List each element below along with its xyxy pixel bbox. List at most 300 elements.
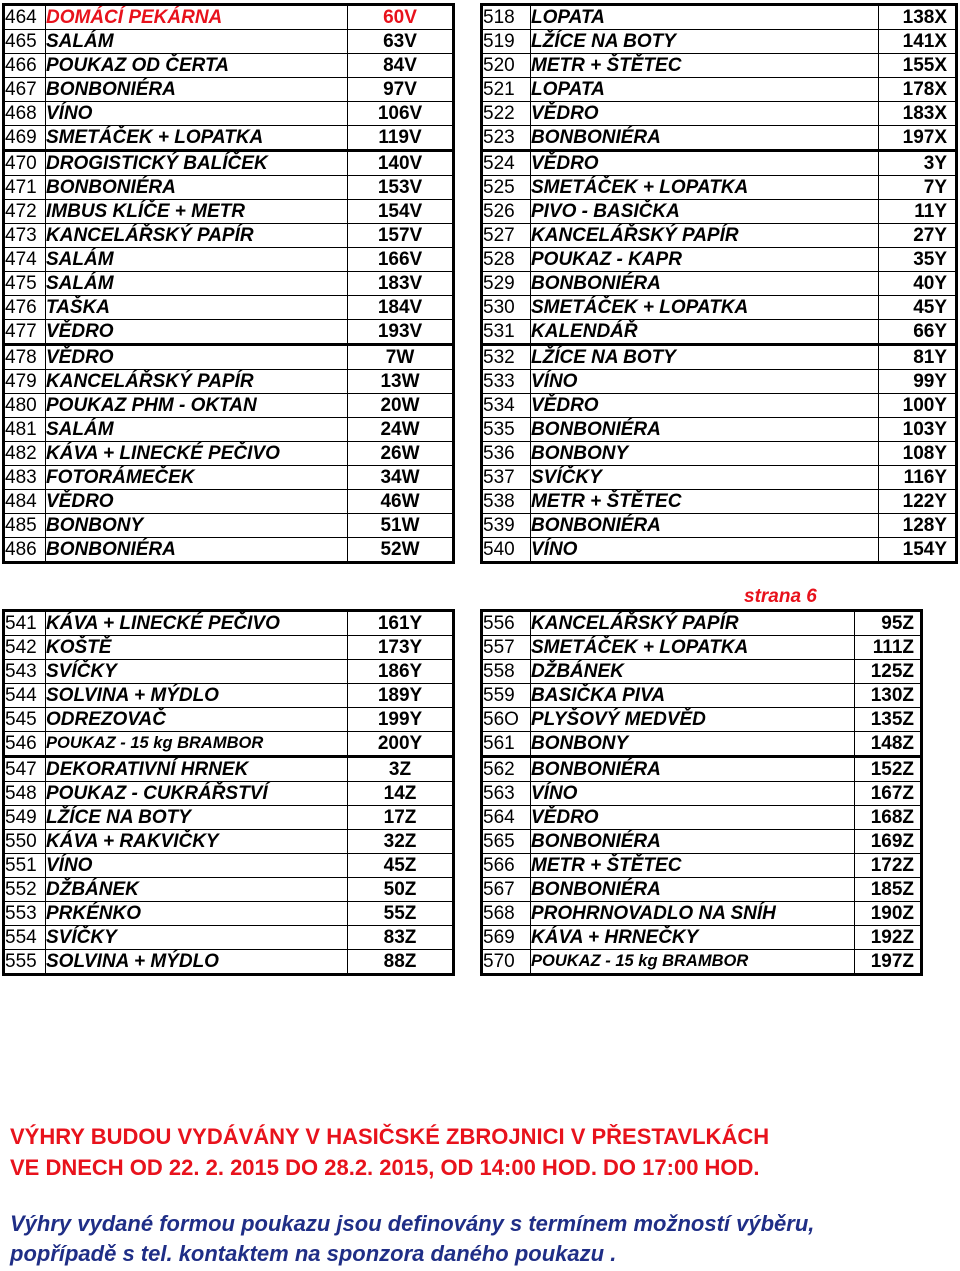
prize-number: 553: [4, 902, 46, 926]
prize-number: 521: [482, 78, 531, 102]
table-row: [4, 126, 454, 151]
prize-name: DŽBÁNEK: [531, 660, 855, 684]
prize-code: 183X: [879, 102, 957, 126]
prize-number: 539: [482, 514, 531, 538]
prize-code: 84V: [348, 54, 454, 78]
prize-number: 538: [482, 490, 531, 514]
prize-name: LŽÍCE NA BOTY: [531, 345, 879, 370]
prize-code: 173Y: [348, 636, 454, 660]
prize-code: 155X: [879, 54, 957, 78]
prize-name: SMETÁČEK + LOPATKA: [531, 296, 879, 320]
table-row: [482, 248, 957, 272]
prize-number: 481: [4, 418, 46, 442]
prize-code: 116Y: [879, 466, 957, 490]
prize-number: 542: [4, 636, 46, 660]
table-row: [482, 490, 957, 514]
table-row: [482, 878, 922, 902]
prize-code: 138X: [879, 5, 957, 30]
prize-name: BONBONIÉRA: [531, 126, 879, 151]
prize-name: METR + ŠTĚTEC: [531, 490, 879, 514]
table-row: [4, 806, 454, 830]
prize-name: KALENDÁŘ: [531, 320, 879, 345]
prize-name: PLYŠOVÝ MEDVĚD: [531, 708, 855, 732]
prize-code: 103Y: [879, 418, 957, 442]
table-row: [4, 538, 454, 563]
prize-number: 485: [4, 514, 46, 538]
prize-number: 566: [482, 854, 531, 878]
prize-number: 549: [4, 806, 46, 830]
prize-code: 40Y: [879, 272, 957, 296]
prize-number: 565: [482, 830, 531, 854]
notice-line-2: VE DNECH OD 22. 2. 2015 DO 28.2. 2015, OD 14:00 HOD. DO 17:00 HOD.: [10, 1155, 760, 1180]
prize-code: 152Z: [855, 757, 922, 782]
table-row: [482, 854, 922, 878]
table-row: [482, 151, 957, 176]
notice-line-3: Výhry vydané formou poukazu jsou definovány s termínem možností výběru,: [10, 1211, 815, 1236]
prize-name: VĚDRO: [46, 345, 348, 370]
prize-number: 464: [4, 5, 46, 30]
prize-number: 529: [482, 272, 531, 296]
prize-name: VĚDRO: [531, 806, 855, 830]
prize-name: VĚDRO: [46, 320, 348, 345]
table-row: [4, 442, 454, 466]
prize-name: SVÍČKY: [46, 926, 348, 950]
table-row: [4, 78, 454, 102]
prize-code: 45Z: [348, 854, 454, 878]
prize-number: 536: [482, 442, 531, 466]
table-row: [4, 708, 454, 732]
prize-number: 484: [4, 490, 46, 514]
table-row: [482, 660, 922, 684]
prize-name: DEKORATIVNÍ HRNEK: [46, 757, 348, 782]
table-row: [4, 370, 454, 394]
prize-name: KÁVA + LINECKÉ PEČIVO: [46, 442, 348, 466]
prize-number: 551: [4, 854, 46, 878]
prize-number: 544: [4, 684, 46, 708]
prize-name: BASIČKA PIVA: [531, 684, 855, 708]
table-row: [4, 54, 454, 78]
prize-number: 550: [4, 830, 46, 854]
prize-name: SALÁM: [46, 248, 348, 272]
prize-name: SMETÁČEK + LOPATKA: [531, 636, 855, 660]
prize-number: 519: [482, 30, 531, 54]
prize-name: KOŠTĚ: [46, 636, 348, 660]
prize-name: BONBONIÉRA: [531, 272, 879, 296]
prize-code: 183V: [348, 272, 454, 296]
prize-name: DŽBÁNEK: [46, 878, 348, 902]
prize-code: 55Z: [348, 902, 454, 926]
table-row: [4, 394, 454, 418]
table-row: [4, 176, 454, 200]
prize-code: 111Z: [855, 636, 922, 660]
prize-number: 472: [4, 200, 46, 224]
prize-code: 7W: [348, 345, 454, 370]
table-row: [482, 296, 957, 320]
prize-number: 522: [482, 102, 531, 126]
prize-code: 135Z: [855, 708, 922, 732]
table-row: [4, 151, 454, 176]
table-row: [4, 5, 454, 30]
prize-number: 557: [482, 636, 531, 660]
prize-number: 564: [482, 806, 531, 830]
prize-code: 167Z: [855, 782, 922, 806]
prize-code: 140V: [348, 151, 454, 176]
prize-name: KÁVA + HRNEČKY: [531, 926, 855, 950]
table-row: [482, 78, 957, 102]
prize-code: 154V: [348, 200, 454, 224]
prize-code: 186Y: [348, 660, 454, 684]
prize-code: 88Z: [348, 950, 454, 975]
prize-code: 24W: [348, 418, 454, 442]
prize-code: 45Y: [879, 296, 957, 320]
table-row: [4, 732, 454, 757]
prize-code: 14Z: [348, 782, 454, 806]
prize-code: 172Z: [855, 854, 922, 878]
prize-name: POUKAZ - KAPR: [531, 248, 879, 272]
prize-code: 7Y: [879, 176, 957, 200]
prize-name: KANCELÁŘSKÝ PAPÍR: [531, 611, 855, 636]
prize-name: SOLVINA + MÝDLO: [46, 684, 348, 708]
prize-code: 169Z: [855, 830, 922, 854]
prize-number: 567: [482, 878, 531, 902]
prize-code: 184V: [348, 296, 454, 320]
prize-number: 528: [482, 248, 531, 272]
prize-number: 469: [4, 126, 46, 151]
prize-code: 60V: [348, 5, 454, 30]
prize-code: 99Y: [879, 370, 957, 394]
table-row: [4, 296, 454, 320]
prize-number: 534: [482, 394, 531, 418]
table-row: [482, 126, 957, 151]
table-row: [4, 224, 454, 248]
prize-number: 541: [4, 611, 46, 636]
table-row: [482, 538, 957, 563]
prize-name: SALÁM: [46, 30, 348, 54]
prize-code: 52W: [348, 538, 454, 563]
prize-name: VÍNO: [46, 102, 348, 126]
table-row: [4, 611, 454, 636]
prize-number: 478: [4, 345, 46, 370]
table-row: [482, 636, 922, 660]
prize-code: 20W: [348, 394, 454, 418]
table-row: [482, 394, 957, 418]
prize-name: BONBONY: [531, 442, 879, 466]
table-row: [4, 926, 454, 950]
table-row: [482, 418, 957, 442]
table-row: [4, 102, 454, 126]
prize-code: 97V: [348, 78, 454, 102]
table-row: [4, 418, 454, 442]
table-row: [482, 466, 957, 490]
prize-number: 555: [4, 950, 46, 975]
prize-name: POUKAZ OD ČERTA: [46, 54, 348, 78]
prize-name: VĚDRO: [46, 490, 348, 514]
table-row: [4, 248, 454, 272]
table-row: [4, 757, 454, 782]
prize-name: VÍNO: [531, 538, 879, 563]
prize-name: TAŠKA: [46, 296, 348, 320]
prize-name: LOPATA: [531, 5, 879, 30]
prize-number: 562: [482, 757, 531, 782]
table-row: [482, 320, 957, 345]
prize-code: 35Y: [879, 248, 957, 272]
prize-code: 141X: [879, 30, 957, 54]
prize-name: BONBONIÉRA: [46, 538, 348, 563]
prize-name: BONBONIÉRA: [531, 757, 855, 782]
table-row: [4, 782, 454, 806]
table-row: [4, 200, 454, 224]
prize-number: 532: [482, 345, 531, 370]
table-row: [482, 902, 922, 926]
prize-name: BONBONY: [46, 514, 348, 538]
prize-name: BONBONIÉRA: [531, 878, 855, 902]
prize-code: 199Y: [348, 708, 454, 732]
prize-number: 554: [4, 926, 46, 950]
table-row: [482, 102, 957, 126]
table-row: [482, 200, 957, 224]
prize-code: 17Z: [348, 806, 454, 830]
table-row: [482, 611, 922, 636]
prize-number: 545: [4, 708, 46, 732]
prize-code: 119V: [348, 126, 454, 151]
prize-name: PRKÉNKO: [46, 902, 348, 926]
prize-code: 63V: [348, 30, 454, 54]
prize-name: SALÁM: [46, 272, 348, 296]
prize-number: 479: [4, 370, 46, 394]
table-row: [482, 806, 922, 830]
prize-name: FOTORÁMEČEK: [46, 466, 348, 490]
table-row: [482, 442, 957, 466]
prize-name: VĚDRO: [531, 394, 879, 418]
prize-name: KANCELÁŘSKÝ PAPÍR: [46, 370, 348, 394]
prize-number: 466: [4, 54, 46, 78]
table-row: [482, 708, 922, 732]
table-row: [4, 30, 454, 54]
prize-code: 192Z: [855, 926, 922, 950]
prize-number: 527: [482, 224, 531, 248]
prize-name: VĚDRO: [531, 151, 879, 176]
prize-name: PROHRNOVADLO NA SNÍH: [531, 902, 855, 926]
prize-table-3: [2, 609, 455, 976]
prize-code: 46W: [348, 490, 454, 514]
prize-code: 168Z: [855, 806, 922, 830]
prize-code: 166V: [348, 248, 454, 272]
prize-code: 108Y: [879, 442, 957, 466]
notice-line-4: popřípadě s tel. kontaktem na sponzora daného poukazu .: [10, 1241, 617, 1266]
prize-code: 95Z: [855, 611, 922, 636]
prize-name: SVÍČKY: [531, 466, 879, 490]
prize-number: 531: [482, 320, 531, 345]
table-row: [482, 830, 922, 854]
prize-code: 157V: [348, 224, 454, 248]
prize-number: 483: [4, 466, 46, 490]
prize-code: 27Y: [879, 224, 957, 248]
prize-name: POUKAZ - 15 kg BRAMBOR: [531, 950, 855, 975]
prize-number: 568: [482, 902, 531, 926]
prize-name: SMETÁČEK + LOPATKA: [531, 176, 879, 200]
prize-number: 474: [4, 248, 46, 272]
prize-code: 153V: [348, 176, 454, 200]
prize-number: 524: [482, 151, 531, 176]
prize-code: 3Z: [348, 757, 454, 782]
table-row: [4, 660, 454, 684]
prize-number: 563: [482, 782, 531, 806]
table-row: [4, 684, 454, 708]
prize-number: 547: [4, 757, 46, 782]
prize-number: 570: [482, 950, 531, 975]
table-row: [4, 830, 454, 854]
table-row: [4, 636, 454, 660]
prize-code: 178X: [879, 78, 957, 102]
prize-number: 477: [4, 320, 46, 345]
prize-table-1: [2, 3, 455, 564]
prize-number: 473: [4, 224, 46, 248]
prize-name: BONBONIÉRA: [46, 78, 348, 102]
prize-name: VÍNO: [531, 370, 879, 394]
table-row: [4, 272, 454, 296]
table-row: [4, 878, 454, 902]
table-row: [482, 684, 922, 708]
table-row: [482, 272, 957, 296]
prize-name: POUKAZ - CUKRÁŘSTVÍ: [46, 782, 348, 806]
table-row: [482, 345, 957, 370]
table-row: [4, 320, 454, 345]
prize-code: 190Z: [855, 902, 922, 926]
prize-name: SALÁM: [46, 418, 348, 442]
table-row: [482, 30, 957, 54]
table-row: [4, 514, 454, 538]
prize-code: 11Y: [879, 200, 957, 224]
prize-code: 83Z: [348, 926, 454, 950]
table-row: [482, 370, 957, 394]
prize-code: 185Z: [855, 878, 922, 902]
prize-name: BONBONIÉRA: [531, 514, 879, 538]
prize-code: 81Y: [879, 345, 957, 370]
prize-code: 3Y: [879, 151, 957, 176]
prize-number: 518: [482, 5, 531, 30]
prize-number: 476: [4, 296, 46, 320]
prize-number: 559: [482, 684, 531, 708]
table-row: [482, 926, 922, 950]
table-row: [482, 757, 922, 782]
prize-number: 552: [4, 878, 46, 902]
prize-code: 13W: [348, 370, 454, 394]
prize-code: 34W: [348, 466, 454, 490]
prize-name: POUKAZ - 15 kg BRAMBOR: [46, 732, 348, 757]
table-row: [482, 5, 957, 30]
prize-code: 128Y: [879, 514, 957, 538]
prize-name: SMETÁČEK + LOPATKA: [46, 126, 348, 151]
prize-name: BONBONIÉRA: [46, 176, 348, 200]
prize-code: 197Z: [855, 950, 922, 975]
table-row: [482, 176, 957, 200]
prize-number: 535: [482, 418, 531, 442]
prize-name: LŽÍCE NA BOTY: [46, 806, 348, 830]
prize-table-2: [480, 3, 958, 564]
prize-code: 122Y: [879, 490, 957, 514]
prize-number: 525: [482, 176, 531, 200]
prize-code: 197X: [879, 126, 957, 151]
prize-code: 32Z: [348, 830, 454, 854]
table-row: [482, 54, 957, 78]
table-row: [4, 345, 454, 370]
prize-number: 569: [482, 926, 531, 950]
prize-name: VÍNO: [46, 854, 348, 878]
prize-name: BONBONIÉRA: [531, 830, 855, 854]
table-row: [482, 224, 957, 248]
prize-code: 66Y: [879, 320, 957, 345]
prize-number: 468: [4, 102, 46, 126]
prize-code: 125Z: [855, 660, 922, 684]
prize-number: 530: [482, 296, 531, 320]
prize-number: 546: [4, 732, 46, 757]
prize-name: KÁVA + RAKVIČKY: [46, 830, 348, 854]
table-row: [4, 950, 454, 975]
prize-number: 526: [482, 200, 531, 224]
prize-name: DROGISTICKÝ BALÍČEK: [46, 151, 348, 176]
prize-name: SOLVINA + MÝDLO: [46, 950, 348, 975]
prize-number: 520: [482, 54, 531, 78]
prize-number: 470: [4, 151, 46, 176]
prize-name: BONBONIÉRA: [531, 418, 879, 442]
table-row: [4, 466, 454, 490]
table-row: [482, 782, 922, 806]
prize-code: 193V: [348, 320, 454, 345]
prize-code: 130Z: [855, 684, 922, 708]
prize-name: VĚDRO: [531, 102, 879, 126]
prize-number: 537: [482, 466, 531, 490]
prize-code: 154Y: [879, 538, 957, 563]
table-row: [4, 854, 454, 878]
prize-name: IMBUS KLÍČE + METR: [46, 200, 348, 224]
prize-number: 533: [482, 370, 531, 394]
page-label: strana 6: [744, 586, 817, 607]
prize-name: KANCELÁŘSKÝ PAPÍR: [531, 224, 879, 248]
prize-name: POUKAZ PHM - OKTAN: [46, 394, 348, 418]
prize-code: 189Y: [348, 684, 454, 708]
table-row: [482, 514, 957, 538]
prize-number: 471: [4, 176, 46, 200]
prize-name: KÁVA + LINECKÉ PEČIVO: [46, 611, 348, 636]
prize-name: METR + ŠTĚTEC: [531, 54, 879, 78]
prize-number: 556: [482, 611, 531, 636]
prize-code: 148Z: [855, 732, 922, 757]
prize-number: 480: [4, 394, 46, 418]
prize-name: DOMÁCÍ PEKÁRNA: [46, 5, 348, 30]
prize-code: 106V: [348, 102, 454, 126]
prize-number: 561: [482, 732, 531, 757]
prize-name: BONBONY: [531, 732, 855, 757]
prize-code: 100Y: [879, 394, 957, 418]
prize-number: 558: [482, 660, 531, 684]
prize-name: KANCELÁŘSKÝ PAPÍR: [46, 224, 348, 248]
table-row: [482, 732, 922, 757]
prize-number: 56O: [482, 708, 531, 732]
prize-code: 161Y: [348, 611, 454, 636]
prize-number: 475: [4, 272, 46, 296]
notice-line-1: VÝHRY BUDOU VYDÁVÁNY V HASIČSKÉ ZBROJNICI V PŘESTAVLKÁCH: [10, 1124, 770, 1149]
prize-number: 523: [482, 126, 531, 151]
prize-code: 200Y: [348, 732, 454, 757]
prize-number: 543: [4, 660, 46, 684]
prize-name: METR + ŠTĚTEC: [531, 854, 855, 878]
prize-number: 482: [4, 442, 46, 466]
prize-table-4: [480, 609, 923, 976]
table-row: [4, 490, 454, 514]
prize-name: LŽÍCE NA BOTY: [531, 30, 879, 54]
table-row: [4, 902, 454, 926]
prize-name: ODREZOVAČ: [46, 708, 348, 732]
